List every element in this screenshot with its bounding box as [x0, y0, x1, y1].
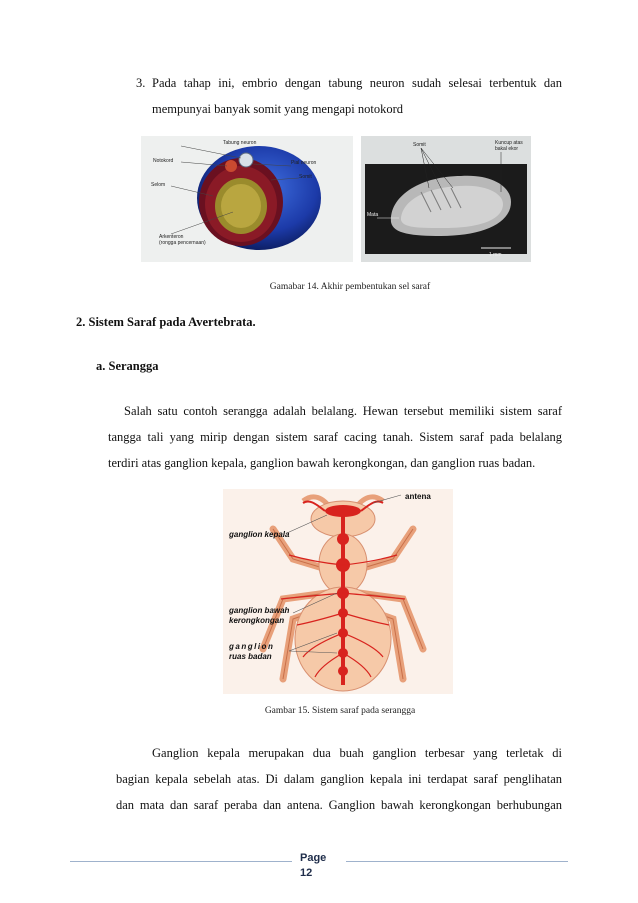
label-arkenteron: Arkenteron [159, 234, 184, 240]
label-ganglion-bawah-2: kerongkongan [229, 616, 285, 625]
subsection-a-line2: tangga tali yang mirip dengan sistem saraf cacing tanah. Sistem saraf pada belalang [108, 430, 562, 444]
figure15-insect-image [223, 489, 453, 694]
label-mata: Mata [367, 212, 379, 218]
closing-line3: dan mata dan saraf peraba dan antena. Ganglion bawah kerongkongan berhubungan [116, 798, 562, 812]
closing-line1: Ganglion kepala merupakan dua buah ganglion terbesar yang terletak di [152, 746, 562, 760]
label-ganglion-bawah-1: ganglion bawah [229, 606, 290, 615]
label-scale: 1 mm [489, 252, 502, 258]
figure14-sem-image [361, 136, 531, 262]
page-number [300, 851, 340, 881]
label-pial-neuron: Pial neuron [291, 160, 317, 166]
page-label: Page [300, 852, 327, 864]
subsection-a-line1: Salah satu contoh serangga adalah belalang. Hewan tersebut memiliki sistem saraf [124, 404, 562, 418]
footer-rule-right [346, 861, 568, 862]
label-kuncup-atas: Kuncup atas [495, 140, 523, 146]
label-ganglion-kepala: ganglion kepala [229, 530, 290, 539]
label-ganglion-ruas-1: ganglion [229, 642, 275, 651]
footer-rule-left [70, 861, 292, 862]
subsection-a-heading: a. Serangga [96, 359, 159, 373]
page-number-value: 12 [300, 867, 313, 879]
label-somit-right: Somit [413, 142, 426, 148]
label-selom: Selom [151, 182, 166, 188]
label-somit-left: Somit [299, 174, 312, 180]
item3-number: 3. [136, 76, 146, 90]
figure15-caption: Gambar 15. Sistem saraf pada serangga [264, 706, 416, 716]
label-arkenteron-sub: (rongga pencernaan) [159, 240, 206, 246]
label-ganglion-ruas-2: ruas badan [229, 652, 272, 661]
label-tabung-neuron: Tabung neuron [223, 140, 257, 146]
label-antena: antena [405, 492, 431, 501]
item3-line1: Pada tahap ini, embrio dengan tabung neuron sudah selesai terbentuk dan [152, 76, 562, 90]
item3-line2: mempunyai banyak somit yang mengapi notokord [152, 102, 403, 116]
subsection-a-line3: terdiri atas ganglion kepala, ganglion bawah kerongkongan, dan ganglion ruas badan. [108, 456, 536, 470]
figure14-embryo-image [141, 136, 353, 262]
closing-line2: bagian kepala sebelah atas. Di dalam ganglion kepala ini terdapat saraf penglihatan [116, 772, 562, 786]
label-bakal-ekor: bakal ekor [495, 146, 519, 152]
figure14-caption: Gamabar 14. Akhir pembentukan sel saraf [269, 282, 431, 292]
section2-heading: 2. Sistem Saraf pada Avertebrata. [76, 315, 256, 329]
label-notokord: Notokord [153, 158, 174, 164]
